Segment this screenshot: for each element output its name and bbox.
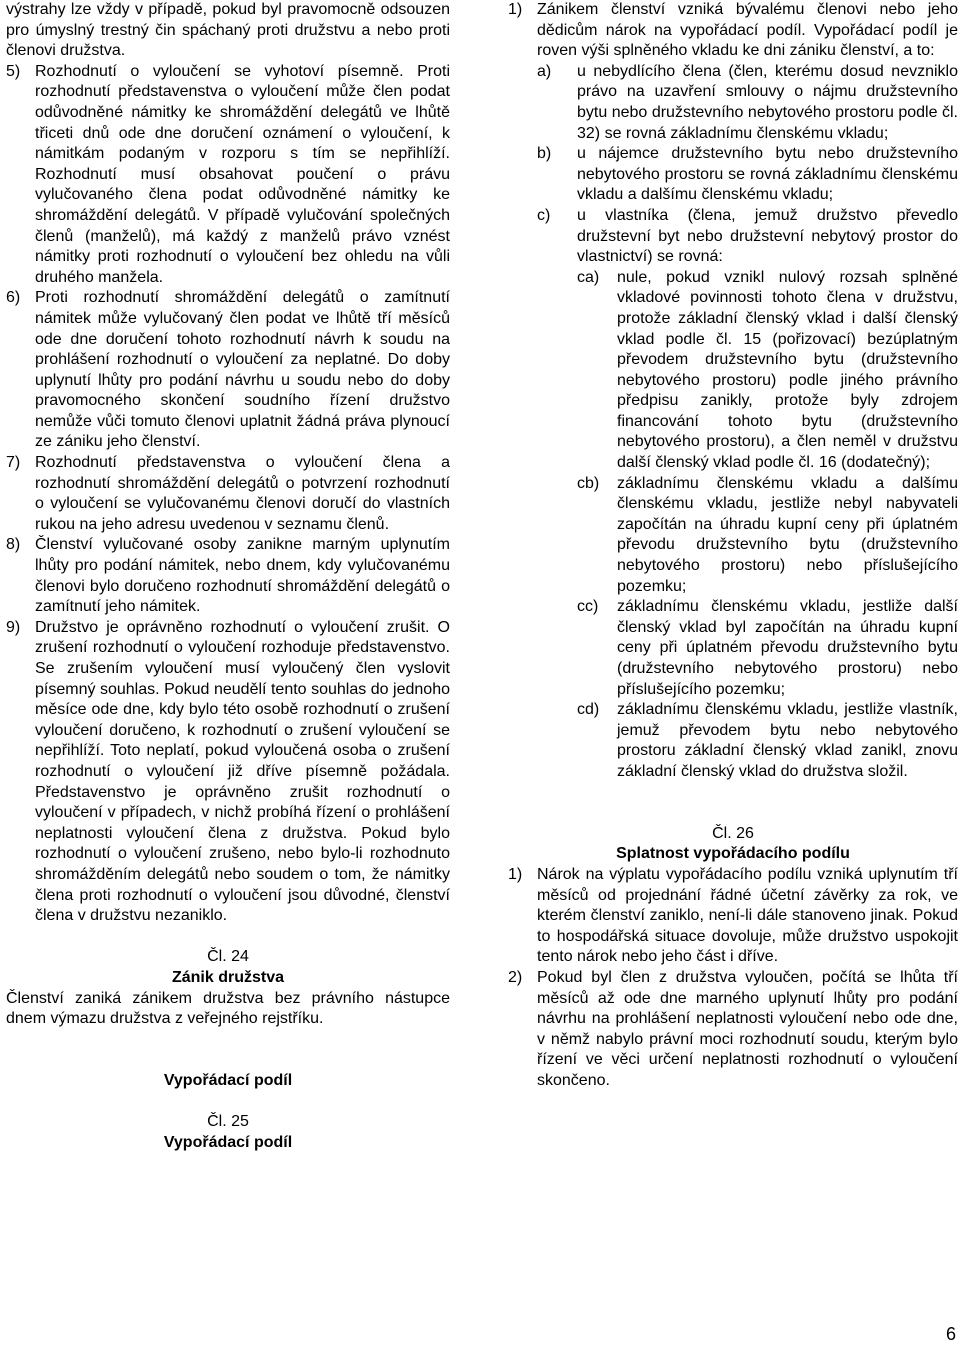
sub-item-letter: b) (537, 145, 552, 163)
subsub-item (577, 700, 958, 782)
list-item (508, 0, 958, 62)
item-number: 1) (508, 1, 523, 18)
list-item (508, 968, 958, 1092)
subsub-item-text: základnímu členskému vkladu, jestliže další členský vklad byl započítán na úhradu kupní ceny při úplatném převodu družstevního bytu (družstevního nebytového prostoru) nebo příslušejícího pozemku; (617, 598, 958, 698)
subsub-item (577, 268, 958, 474)
article-text: Členství zaniká zánikem družstva bez právního nástupce dnem výmazu družstva z veřejného rejstříku. (6, 989, 450, 1028)
page-number: 6 (945, 1324, 956, 1344)
article-title: Vypořádací podíl (163, 1133, 293, 1151)
sub-item (537, 144, 958, 206)
list-item (6, 453, 450, 535)
subsub-item-label: cc) (577, 598, 599, 616)
item-number: 2) (508, 968, 523, 986)
subsub-item-text: základnímu členskému vkladu, jestliže vlastník, jemuž převodem bytu nebo nebytového prostoru základní členský vklad zanikl, znovu základní členský vklad do družstva složil. (617, 701, 958, 780)
item-number: 1) (508, 865, 523, 883)
sub-item (537, 206, 958, 783)
article-number: Čl. 26 (712, 824, 754, 842)
sub-item-letter: a) (537, 62, 552, 80)
item-number: 7) (6, 454, 21, 472)
list-item (6, 288, 450, 453)
list-item (508, 865, 958, 968)
section-title: Vypořádací podíl (163, 1071, 293, 1089)
item-text: Zánikem členství vzniká bývalému členovi nebo jeho dědicům nárok na vypořádací podíl. Vypořádací podíl je roven výši splněného vkladu ke dni zániku členství, a to: (537, 1, 958, 60)
subsub-item-text: nule, pokud vznikl nulový rozsah splněné vkladové povinnosti tohoto člena v družstvu, protože základní členský vklad i další členský vklad podle čl. 15 (pořizovací) bezúplatným převodem družstevního bytu (družstevního nebytového prostoru) podle jiného právního předpisu zanikly, protože byly zdrojem financování tohoto bytu (družstevního nebytového prostoru), a člen neměl v družstvu další členský vklad podle čl. 16 (dodatečný); (617, 268, 958, 472)
item-number: 5) (6, 62, 21, 80)
item-text: Rozhodnutí představenstva o vyloučení člena a rozhodnutí shromáždění delegátů o potvrzení rozhodnutí o vyloučení se vylučovanému členovi doručí do vlastních rukou na jeho adresu uvedenou v seznamu členů. (35, 454, 450, 533)
continued-paragraph: výstrahy lze vždy v případě, pokud byl pravomocně odsouzen pro úmyslný trestný čin spáchaný proti družstvu a nebo proti členovi družstva. (6, 1, 450, 60)
sub-item-text: u vlastníka (člena, jemuž družstvo převedlo družstevní byt nebo družstevní nebytový prostor do vlastnictví) se rovná: (577, 206, 958, 266)
sub-item-text: u nájemce družstevního bytu nebo družstevního nebytového prostoru se rovná základnímu členskému vkladu a dalšímu členskému vkladu; (577, 145, 958, 204)
item-text: Družstvo je oprávněno rozhodnutí o vyloučení zrušit. O zrušení rozhodnutí o vyloučení rozhoduje představenstvo. Se zrušením vyloučení musí vyloučený člen vyslovit písemný souhlas. Pokud neudělí tento souhlas do jednoho měsíce ode dne, kdy bylo této osobě rozhodnutí o zrušení vyloučení doručeno, k rozhodnutí o zrušení vyloučení se nepřihlíží. Toto neplatí, pokud vyloučená osoba o zrušení rozhodnutí o vyloučení již dříve písemně požádala. Představenstvo je oprávněno zrušit rozhodnutí o vyloučení v případech, v nichž probíhá řízení o prohlášení neplatnosti vyloučení člena z družstva. Pokud bylo rozhodnutí o vyloučení zrušeno, nebo bylo-li rozhodnuto shromážděním delegátů nebo soudem o tom, že námitky člena proti rozhodnutí o vyloučení jsou důvodné, členství člena v družstvu nezaniklo. (35, 618, 450, 925)
item-number: 9) (6, 618, 21, 636)
subsub-item-text: základnímu členskému vkladu a dalšímu členskému vkladu, jestliže nebyl nabyvateli započítán na úhradu kupní ceny při úplatném převodu družstevního bytu (družstevního nebytového prostoru) nebo příslušejícího pozemku; (617, 474, 958, 595)
item-text: Nárok na výplatu vypořádacího podílu vzniká uplynutím tří měsíců od projednání řádné účetní závěrky za rok, ve kterém členství zaniklo, není-li dále stanoveno jinak. Pokud to hospodářská situace dovoluje, může družstvo uspokojit tento nárok nebo jeho část i dříve. (537, 865, 958, 966)
subsub-item (577, 474, 958, 598)
right-column (508, 0, 958, 1091)
subsub-item-label: ca) (577, 268, 600, 286)
article-number: Čl. 24 (207, 948, 249, 966)
subsub-item (577, 597, 958, 700)
list-item (6, 618, 450, 927)
sub-item (537, 62, 958, 144)
article-title: Zánik družstva (171, 968, 285, 986)
list-item (6, 535, 450, 617)
list-item (6, 62, 450, 289)
item-number: 6) (6, 289, 21, 307)
sub-item-letter: c) (537, 206, 551, 224)
article-title: Splatnost vypořádacího podílu (616, 845, 850, 863)
subsub-item-label: cb) (577, 474, 600, 492)
article-number: Čl. 25 (207, 1113, 249, 1131)
item-text: Proti rozhodnutí shromáždění delegátů o zamítnutí námitek může vylučovaný člen podat ve lhůtě tří měsíců ode dne doručení tohoto rozhodnutí návrh k soudu na prohlášení rozhodnutí o vyloučení za neplatné. Do doby uplynutí lhůty pro podání návrhu u soudu nebo do doby pravomocného skončení soudního řízení družstvo nemůže vůči tomuto členovi uplatnit žádná práva plynoucí ze zániku jeho členství. (35, 289, 450, 451)
sub-list (508, 62, 958, 783)
item-text: Pokud byl člen z družstva vyloučen, počítá se lhůta tří měsíců až ode dne marného uplynutí lhůty pro podání návrhu na prohlášení neplatnosti vyloučení nebo ode dne, v němž nabylo právní moci rozhodnutí soudu, kterým bylo řízení ve věci určení neplatnosti rozhodnutí o vyloučení skončeno. (537, 968, 958, 1089)
item-number: 8) (6, 536, 21, 554)
subsub-list (577, 268, 958, 783)
item-text: Rozhodnutí o vyloučení se vyhotoví písemně. Proti rozhodnutí představenstva o vyloučení může člen podat odůvodněné námitky ke shromáždění delegátů ve lhůtě třiceti dnů ode dne doručení oznámení o vyloučení, k námitkám podaným v rozporu s tím se nepřihlíží. Rozhodnutí musí obsahovat poučení o právu vylučovaného člena podat odůvodněné námitky ke shromáždění delegátů. V případě vylučování společných členů (manželů), má každý z manželů právo vznést námitky proti rozhodnutí o vyloučení bez ohledu na vůli druhého manžela. (35, 62, 450, 286)
left-column (6, 0, 450, 1153)
sub-item-text: u nebydlícího člena (člen, kterému dosud nevzniklo právo na uzavření smlouvy o nájmu družstevního bytu nebo družstevního nebytového prostoru podle čl. 32) se rovná základnímu členskému vkladu; (577, 62, 958, 142)
subsub-item-label: cd) (577, 701, 600, 719)
item-text: Členství vylučované osoby zanikne marným uplynutím lhůty pro podání námitek, nebo dnem, kdy vylučovanému členovi bylo doručeno rozhodnutí shromáždění delegátů o zamítnutí jeho námitek. (35, 536, 450, 616)
